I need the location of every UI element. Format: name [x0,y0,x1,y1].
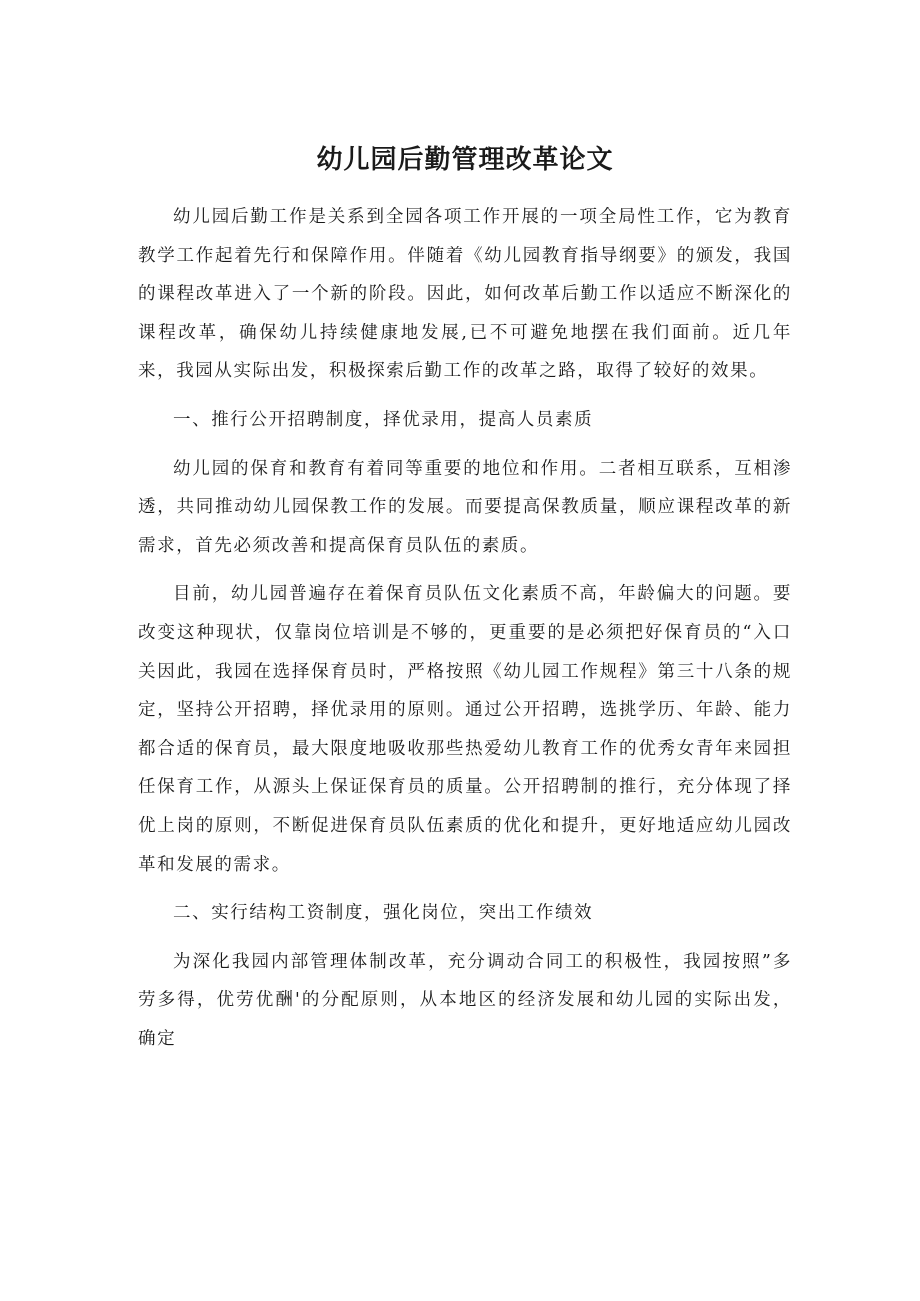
document-title: 幼儿园后勤管理改革论文 [316,145,614,175]
section-1-paragraph-1: 幼儿园的保育和教育有着同等重要的地位和作用。二者相互联系，互相渗透，共同推动幼儿园保教工作的发展。而要提高保教质量，顺应课程改革的新需求，首先必须改善和提高保育员队伍的素质。 [138,458,792,556]
section-1-paragraph-2: 目前，幼儿园普遍存在着保育员队伍文化素质不高，年龄偏大的问题。要改变这种现状，仅靠岗位培训是不够的，更重要的是必须把好保育员的“入口关因此，我园在选择保育员时，严格按照《幼儿园工作规程》第三十八条的规定，坚持公开招聘，择优录用的原则。通过公开招聘，选挑学历、年龄、能力都合适的保育员，最大限度地吸收那些热爱幼儿教育工作的优秀女青年来园担任保育工作，从源头上保证保育员的质量。公开招聘制的推行，充分体现了择优上岗的原则，不断促进保育员队伍素质的优化和提升，更好地适应幼儿园改革和发展的需求。 [138,584,792,875]
section-2-heading: 二、实行结构工资制度，强化岗位，突出工作绩效 [173,903,594,924]
section-2-paragraph-1: 为深化我园内部管理体制改革，充分调动合同工的积极性，我园按照”多劳多得，优劳优酬'的分配原则，从本地区的经济发展和幼儿园的实际出发，确定 [138,951,792,1049]
section-1-heading: 一、推行公开招聘制度，择优录用，提高人员素质 [173,409,594,430]
intro-paragraph: 幼儿园后勤工作是关系到全园各项工作开展的一项全局性工作，它为教育教学工作起着先行和保障作用。伴随着《幼儿园教育指导纲要》的颁发，我国的课程改革进入了一个新的阶段。因此，如何改革后勤工作以适应不断深化的课程改革，确保幼儿持续健康地发展,已不可避免地摆在我们面前。近几年来，我园从实际出发，积极探索后勤工作的改革之路，取得了较好的效果。 [138,207,792,382]
